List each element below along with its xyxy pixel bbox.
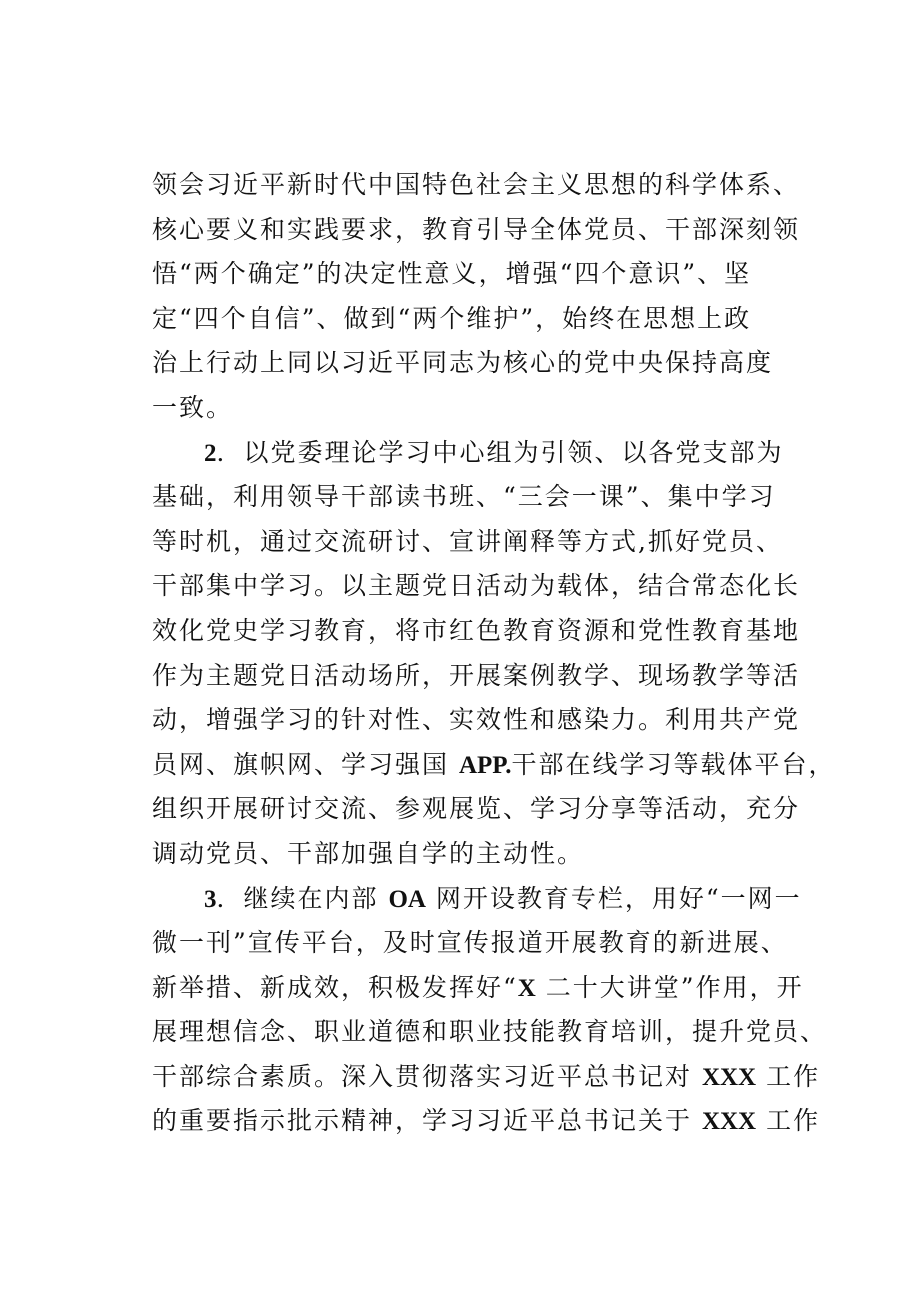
paragraph-line: 领会习近平新时代中国特色社会主义思想的科学体系、: [152, 170, 801, 199]
line-text: ．以党委理论学习中心组为引领、以各党支部为: [216, 437, 784, 467]
line-text: 员网、旗帜网、学习强国: [152, 749, 459, 779]
paragraph-line: 核心要义和实践要求，教育引导全体党员、干部深刻领: [152, 214, 801, 244]
document-body: [152, 163, 836, 1144]
line-text: 网开设教育专栏，用好“一网一: [425, 883, 802, 913]
line-text: 工作: [756, 1106, 821, 1136]
paragraph-line: [152, 431, 802, 476]
line-text: ．继续在内部: [216, 883, 389, 913]
paragraph-line: 定“四个自信”、做到“两个维护”，始终在思想上政: [152, 303, 752, 333]
item-number: 2: [204, 439, 217, 467]
paragraph-line: [152, 743, 836, 788]
paragraph-line: [152, 1099, 821, 1144]
paragraph-line: 动，增强学习的针对性、实效性和感染力。利用共产党: [152, 705, 801, 735]
paragraph-line: 作为主题党日活动场所，开展案例教学、现场教学等活: [152, 660, 801, 690]
item-number: 3: [204, 885, 217, 913]
placeholder-term: X: [517, 974, 536, 1002]
paragraph-line: 基础，利用领导干部读书班、“三会一课”、集中学习: [152, 482, 776, 512]
paragraph-line: [152, 1055, 821, 1100]
paragraph-line: 一致。: [152, 392, 234, 422]
placeholder-term: XXX: [701, 1063, 757, 1091]
line-text: 二十大讲堂”作用，开: [535, 972, 804, 1002]
paragraph-line: 组织开展研讨交流、参观展览、学习分享等活动，充分: [152, 794, 801, 824]
line-text: 工作: [756, 1061, 821, 1091]
app-term: APP.: [458, 751, 512, 779]
paragraph-1: [152, 163, 802, 431]
line-text: 新举措、新成效，积极发挥好“: [152, 972, 518, 1002]
paragraph-line: 等时机，通过交流研讨、宣讲阐释等方式,抓好党员、: [152, 526, 783, 556]
paragraph-line: 悟“两个确定”的决定性意义，增强“四个意识”、坚: [152, 259, 752, 289]
paragraph-line: 治上行动上同以习近平同志为核心的党中央保持高度: [152, 348, 774, 378]
paragraph-line: 微一刊”宣传平台，及时宣传报道开展教育的新进展、: [152, 928, 788, 958]
line-text: 的重要指示批示精神，学习习近平总书记关于: [152, 1106, 702, 1136]
placeholder-term: XXX: [701, 1108, 757, 1136]
paragraph-line: [152, 966, 802, 1011]
paragraph-line: 展理想信念、职业道德和职业技能教育培训，提升党员、: [152, 1017, 828, 1047]
paragraph-line: [152, 877, 802, 922]
paragraph-line: 干部集中学习。以主题党日活动为载体，结合常态化长: [152, 571, 801, 601]
paragraph-2: [152, 431, 836, 877]
line-text: 干部在线学习等载体平台，: [511, 749, 836, 779]
paragraph-line: 效化党史学习教育，将市红色教育资源和党性教育基地: [152, 615, 801, 645]
oa-term: OA: [388, 885, 426, 913]
paragraph-line: 调动党员、干部加强自学的主动性。: [152, 838, 585, 868]
paragraph-3: [152, 877, 828, 1145]
line-text: 干部综合素质。深入贯彻落实习近平总书记对: [152, 1061, 702, 1091]
